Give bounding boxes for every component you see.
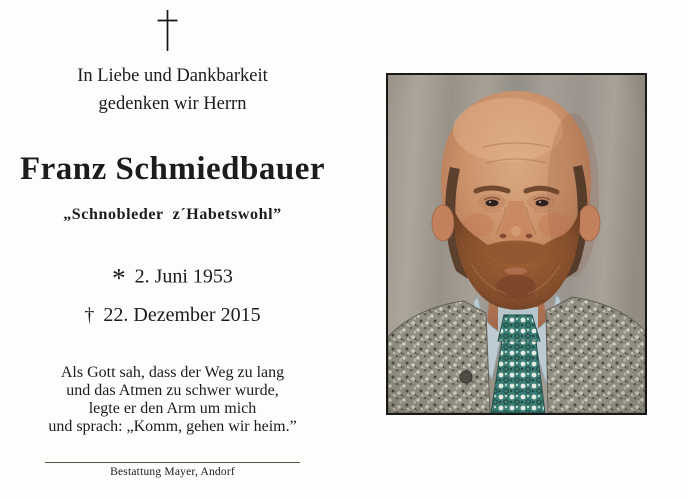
nickname: „Schnobleder z´Habetswohl” bbox=[63, 206, 282, 223]
intro-text bbox=[0, 63, 345, 118]
poem-line: Als Gott sah, dass der Weg zu lang bbox=[60, 364, 285, 381]
poem-line: legte er den Arm um mich bbox=[88, 400, 257, 417]
portrait-photo bbox=[386, 73, 647, 415]
birth-symbol: * bbox=[112, 263, 126, 293]
deceased-name: Franz Schmiedbauer bbox=[19, 151, 326, 187]
funeral-home-name: Bestattung Mayer, Andorf bbox=[110, 466, 235, 478]
intro-line-2: gedenken wir Herrn bbox=[98, 93, 247, 114]
grain-overlay bbox=[388, 75, 645, 413]
death-date: 22. Dezember 2015 bbox=[103, 304, 261, 326]
death-date-row bbox=[0, 304, 345, 327]
portrait-illustration bbox=[388, 75, 645, 413]
death-symbol: † bbox=[84, 304, 95, 326]
cross-icon bbox=[156, 9, 179, 52]
birth-date: 2. Juni 1953 bbox=[134, 265, 233, 288]
memorial-poem bbox=[0, 364, 345, 436]
intro-line-1: In Liebe und Dankbarkeit bbox=[77, 66, 268, 86]
footer-divider bbox=[45, 462, 300, 463]
poem-line: und das Atmen zu schwer wurde, bbox=[66, 382, 279, 399]
birth-date-row bbox=[0, 263, 345, 294]
poem-line: und sprach: „Komm, gehen wir heim.” bbox=[48, 418, 297, 435]
